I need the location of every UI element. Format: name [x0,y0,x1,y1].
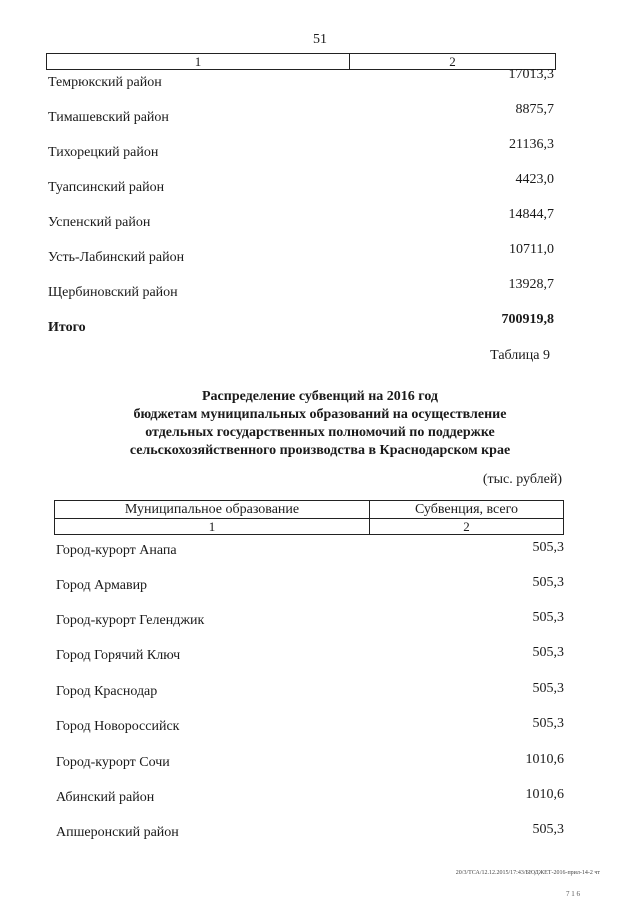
title-line: Распределение субвенций на 2016 год [202,389,438,404]
row-value: 1010,6 [525,787,564,802]
row-value: 505,3 [532,822,564,837]
row-name: Темрюкский район [48,75,162,90]
row-name: Город Армавир [56,578,148,593]
row-name: Туапсинский район [48,180,165,195]
footer-document-code: 20/3/ТСА/12.12.2015/17:43/БЮДЖЕТ-2016-прил-14-2 чт [455,870,600,876]
title-line: бюджетам муниципальных образований на осуществление [133,407,507,422]
units-label: (тыс. рублей) [482,472,562,487]
row-name: Город Новороссийск [56,719,180,734]
table-row [56,575,564,598]
col-header-subvention: Субвенция, всего [370,501,564,519]
row-value: 10711,0 [509,242,554,257]
col-number-2: 2 [370,519,564,535]
row-value: 8875,7 [515,102,554,117]
bottom-table-body [56,0,564,860]
row-name: Город Горячий Ключ [56,648,181,663]
row-value: 17013,3 [508,67,554,82]
row-name: Город-курорт Анапа [56,543,177,558]
row-name: Тимашевский район [48,110,169,125]
row-value: 505,3 [532,575,564,590]
table-row [56,787,564,810]
row-name: Город-курорт Сочи [56,755,170,770]
row-name: Город-курорт Геленджик [56,613,205,628]
table-row [56,822,564,845]
row-value: 21136,3 [509,137,554,152]
col-header-municipality: Муниципальное образование [55,501,370,519]
total-value: 700919,8 [501,312,554,327]
row-value: 4423,0 [515,172,554,187]
row-value: 13928,7 [508,277,554,292]
row-name: Тихорецкий район [48,145,159,160]
title-line: отдельных государственных полномочий по поддержке [145,425,495,440]
row-value: 505,3 [532,610,564,625]
row-name: Усть-Лабинский район [48,250,185,265]
row-name: Щербиновский район [48,285,178,300]
title-line: сельскохозяйственного производства в Краснодарском крае [129,443,511,458]
row-name: Апшеронский район [56,825,179,840]
row-name: Успенский район [48,215,151,230]
total-label: Итого [48,320,86,335]
footer-mark: 7 1 6 [566,890,580,898]
row-value: 505,3 [532,645,564,660]
table-number-label: Таблица 9 [490,348,550,363]
row-name: Город Краснодар [56,684,158,699]
table-row [56,540,564,563]
table-row [56,716,564,739]
page-number: 51 [313,32,327,47]
col-number-1: 1 [55,519,370,535]
top-col-number-1: 1 [47,54,350,70]
table-row [56,610,564,633]
row-value: 505,3 [532,681,564,696]
top-col-number-2: 2 [350,54,556,70]
row-name: Абинский район [56,790,155,805]
table-row [56,752,564,775]
table-row [56,645,564,668]
row-value: 505,3 [532,540,564,555]
row-value: 505,3 [532,716,564,731]
row-value: 14844,7 [508,207,554,222]
row-value: 1010,6 [525,752,564,767]
table-row [56,681,564,704]
